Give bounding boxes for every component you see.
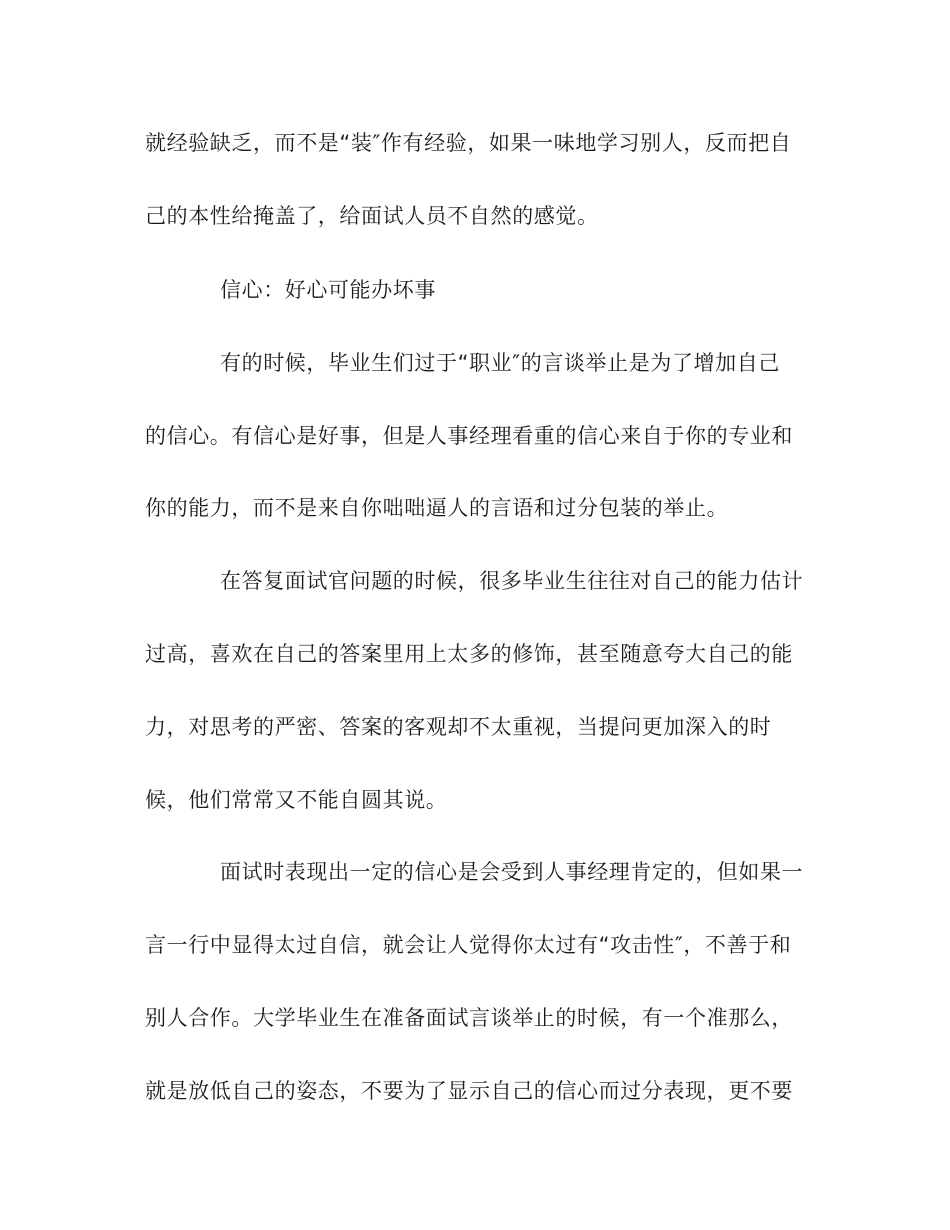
paragraph-line: 你的能力，而不是来自你咄咄逼人的言语和过分包装的举止。 bbox=[145, 496, 729, 520]
paragraph-line: 在答复面试官问题的时候，很多毕业生往往对自己的能力估计 bbox=[220, 569, 804, 593]
paragraph-line: 力，对思考的严密、答案的客观却不太重视，当提问更加深入的时 bbox=[145, 715, 772, 739]
paragraph-line: 面试时表现出一定的信心是会受到人事经理肯定的，但如果一 bbox=[220, 860, 804, 884]
paragraph-line: 有的时候，毕业生们过于“职业″的言谈举止是为了增加自己 bbox=[220, 351, 780, 375]
paragraph-line: 候，他们常常又不能自圆其说。 bbox=[145, 788, 448, 812]
paragraph-line: 就是放低自己的姿态，不要为了显示自己的信心而过分表现，更不要 bbox=[145, 1079, 793, 1103]
paragraph-line: 的信心。有信心是好事，但是人事经理看重的信心来自于你的专业和 bbox=[145, 424, 793, 448]
section-heading: 信心：好心可能办坏事 bbox=[220, 278, 436, 302]
paragraph-line: 己的本性给掩盖了，给面试人员不自然的感觉。 bbox=[145, 204, 599, 228]
paragraph-line: 就经验缺乏，而不是“装″作有经验，如果一味地学习别人，反而把自 bbox=[145, 131, 792, 155]
paragraph-line: 别人合作。大学毕业生在准备面试言谈举止的时候，有一个准那么， bbox=[145, 1006, 793, 1030]
paragraph-line: 言一行中显得太过自信，就会让人觉得你太过有“攻击性″，不善于和 bbox=[145, 933, 792, 957]
paragraph-line: 过高，喜欢在自己的答案里用上太多的修饰，甚至随意夸大自己的能 bbox=[145, 642, 793, 666]
